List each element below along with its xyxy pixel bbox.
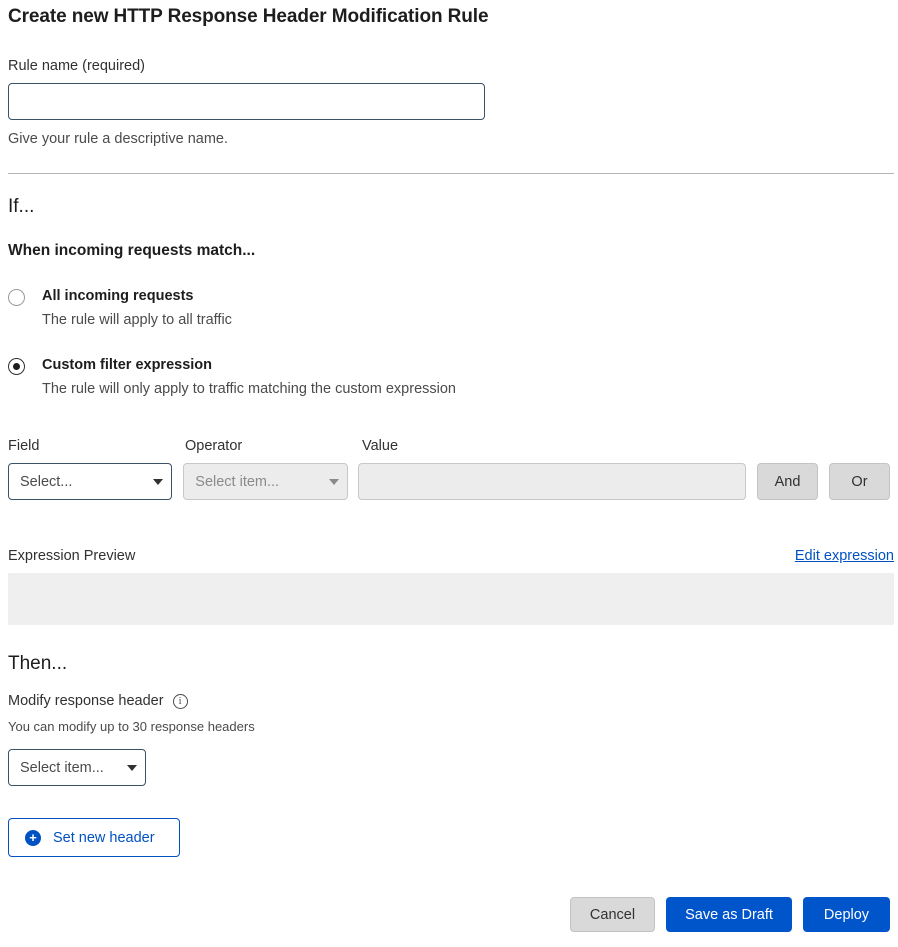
save-as-draft-button[interactable]: Save as Draft [666,897,792,932]
radio-label-custom-filter: Custom filter expression [42,357,213,373]
operator-label: Operator [185,438,243,454]
field-label: Field [8,438,40,454]
chevron-down-icon [329,479,339,485]
radio-option-custom-filter[interactable] [8,356,890,398]
value-input[interactable] [358,463,746,500]
rule-name-helper: Give your rule a descriptive name. [8,131,229,147]
expression-preview-box [8,573,894,625]
deploy-button[interactable]: Deploy [803,897,890,932]
cancel-button[interactable]: Cancel [570,897,655,932]
rule-name-input[interactable] [8,83,485,120]
form-footer [570,897,890,932]
expression-preview-header [8,548,894,564]
chevron-down-icon [127,765,137,771]
rule-name-label: Rule name (required) [8,58,146,74]
modify-response-header-row [8,693,890,709]
radio-icon-custom-filter[interactable] [8,358,25,375]
radio-desc-custom-filter: The rule will only apply to traffic matching the custom expression [42,381,456,397]
and-button[interactable]: And [757,463,818,500]
radio-desc-all-requests: The rule will apply to all traffic [42,312,232,328]
filter-row [8,463,890,500]
info-icon[interactable]: i [173,694,188,709]
operator-select-value: Select item... [195,473,280,490]
edit-expression-link[interactable]: Edit expression [794,548,894,564]
then-section-heading: Then... [8,653,68,674]
radio-option-all-requests[interactable] [8,287,890,329]
set-new-header-button[interactable] [8,818,180,857]
operator-select[interactable] [183,463,347,500]
page-title: Create new HTTP Response Header Modification Rule [8,6,489,27]
field-select[interactable] [8,463,172,500]
radio-icon-all-requests[interactable] [8,289,25,306]
set-new-header-label: Set new header [53,829,155,846]
response-header-action-select[interactable] [8,749,146,786]
radio-label-all-requests: All incoming requests [42,288,194,304]
header-limit-note: You can modify up to 30 response headers [8,719,255,734]
field-select-value: Select... [20,473,73,490]
response-header-action-value: Select item... [20,759,104,776]
plus-icon: + [25,830,41,846]
filter-column-labels [8,438,890,454]
expression-preview-label: Expression Preview [8,548,136,564]
chevron-down-icon [153,479,163,485]
or-button[interactable]: Or [829,463,890,500]
section-divider [8,173,894,174]
value-label: Value [362,438,399,454]
if-section-heading: If... [8,196,35,217]
if-section-subheading: When incoming requests match... [8,242,256,259]
modify-response-header-label: Modify response header [8,693,164,709]
